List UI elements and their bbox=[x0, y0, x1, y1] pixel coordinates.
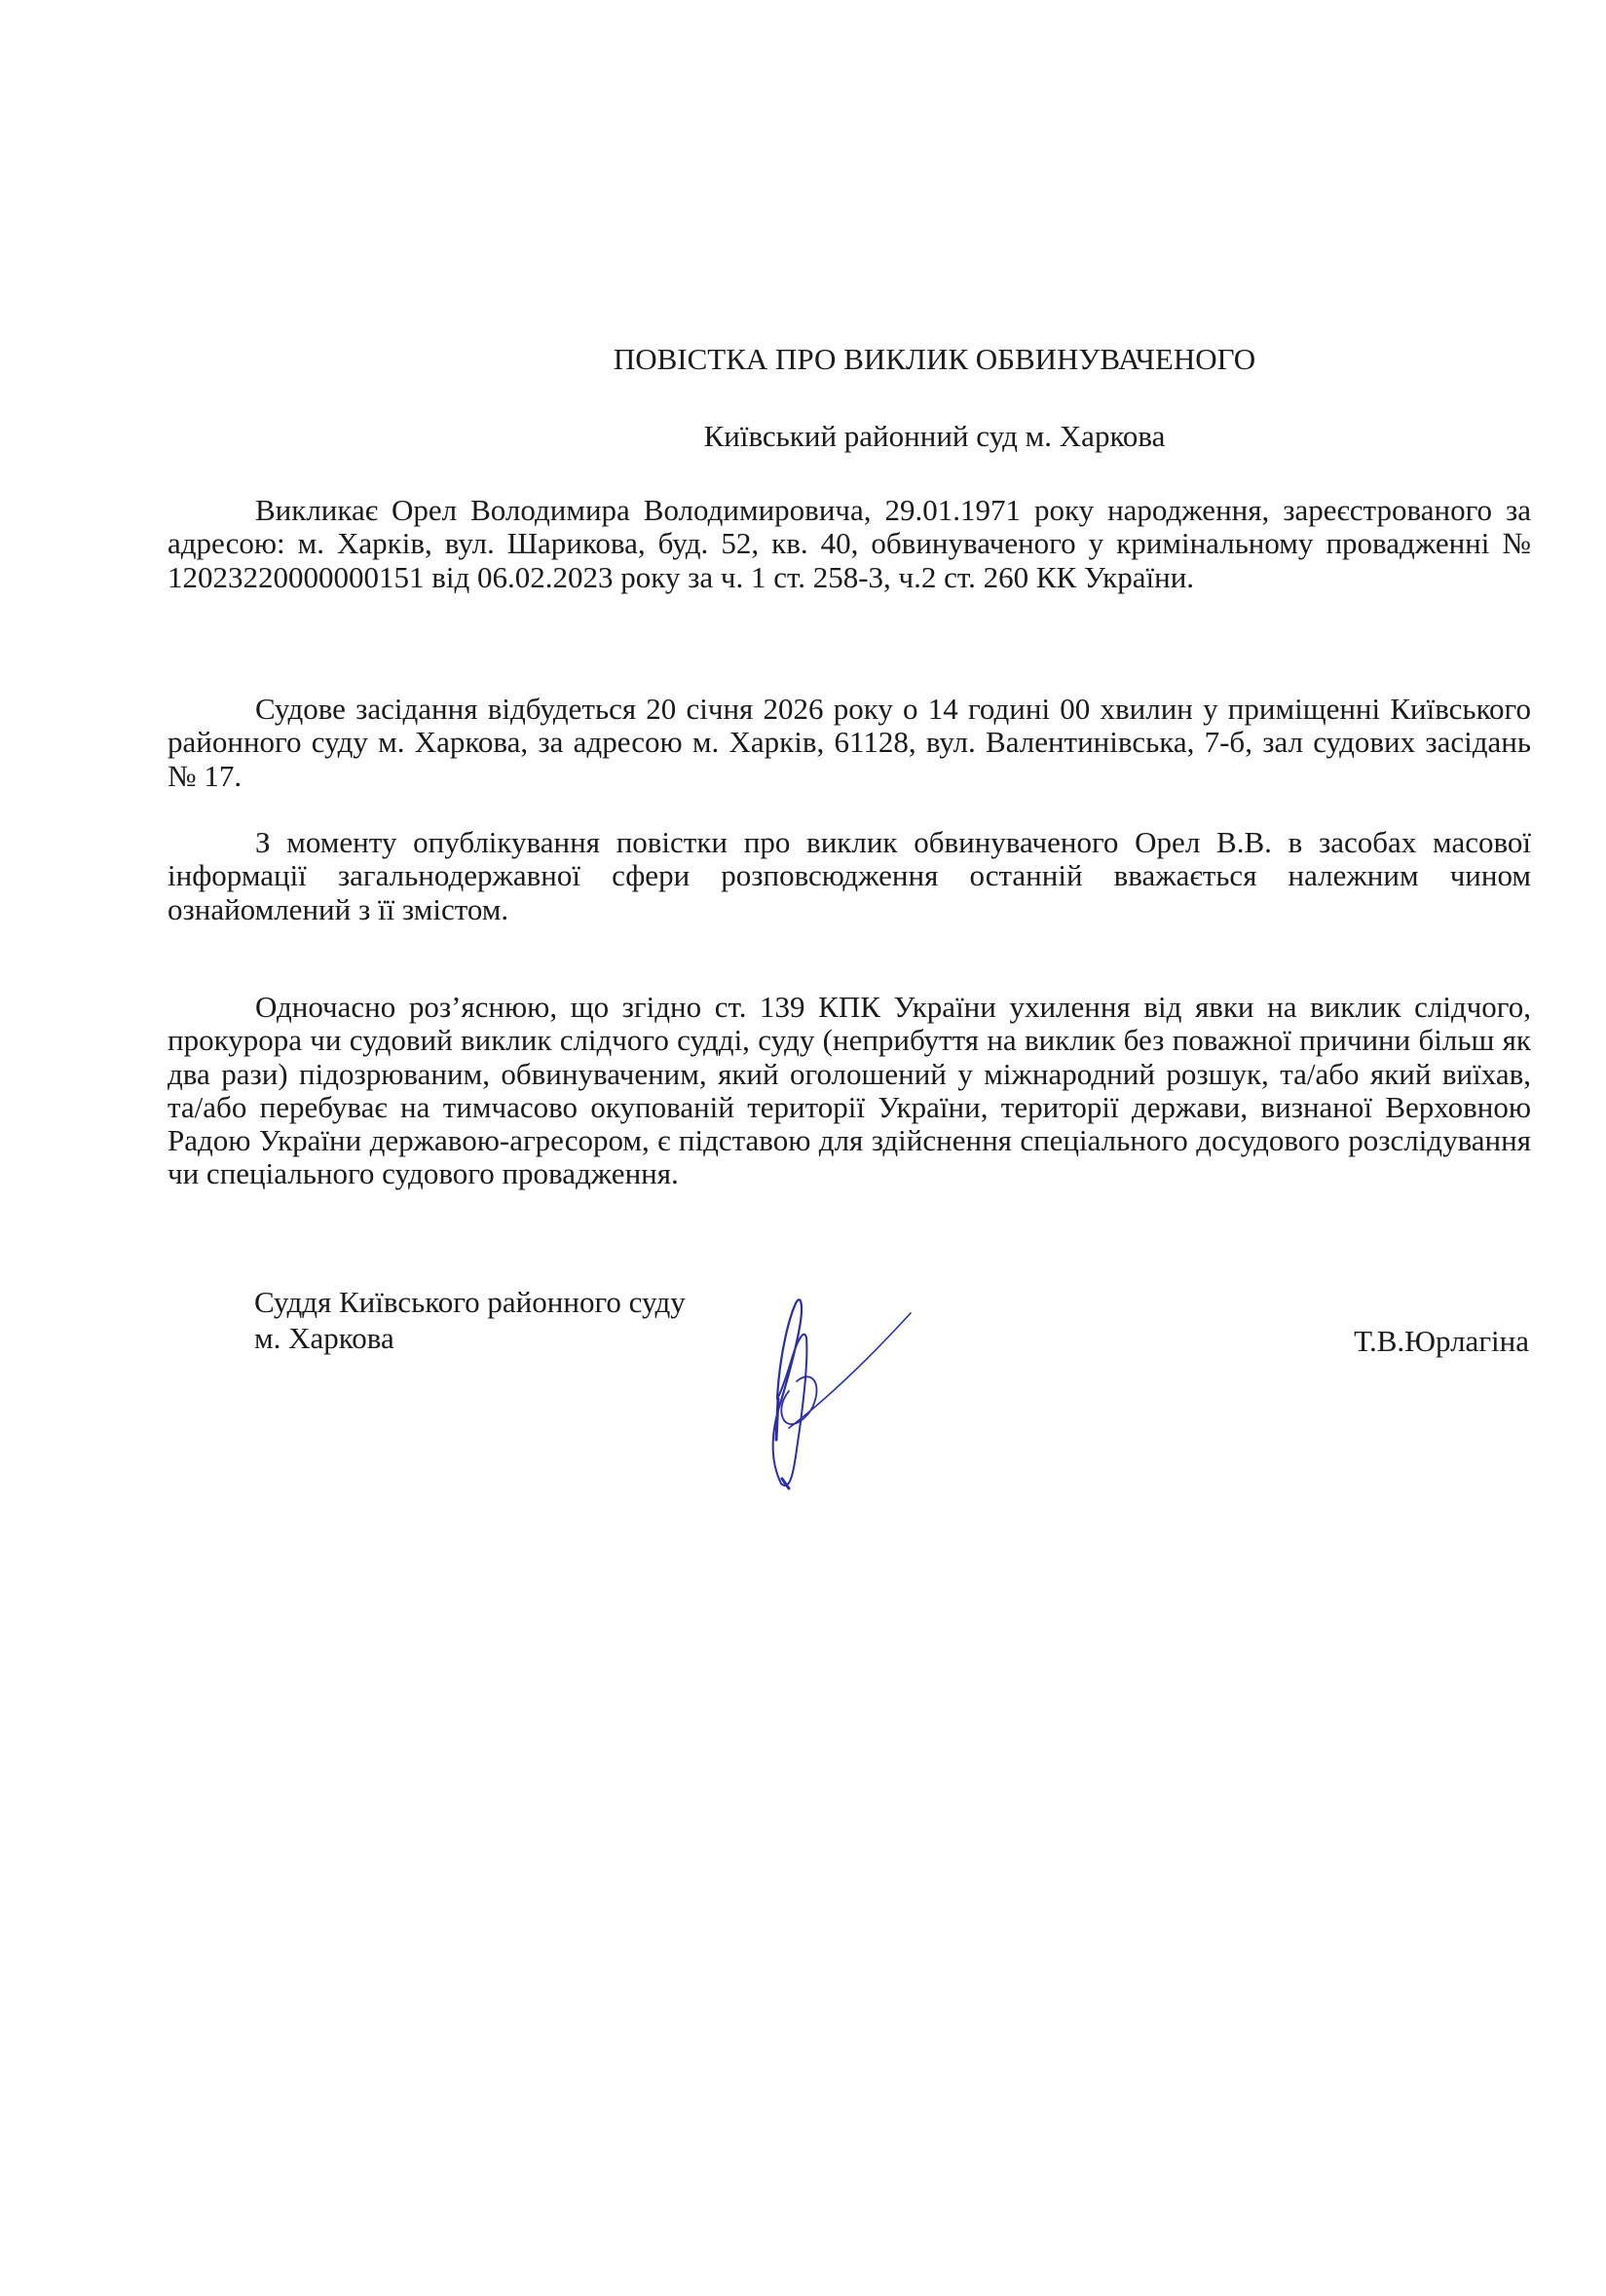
signer-position-line2: м. Харкова bbox=[254, 1321, 394, 1355]
paragraph-legal-explanation: Одночасно роз’яснюю, що згідно ст. 139 КПК України ухилення від явки на виклик слідчого, прокурора чи судовий виклик слідчого судді, суду (неприбуття на виклик без поважної причини більш як два рази) підозрюваним, обвинуваченим, який оголошений у міжнародний розшук, та/або який виїхав, та/або перебуває на тимчасово окупованій території України, території держави, визнаної Верховною Радою України державою-агресором, є підставою для здійснення спеціального досудового розслідування чи спеціального судового провадження. bbox=[168, 990, 1531, 1191]
signer-position-line1: Суддя Київського районного суду bbox=[254, 1285, 686, 1319]
court-name: Київський районний суд м. Харкова bbox=[703, 419, 1166, 453]
paragraph-publication-notice: З моменту опублікування повістки про виклик обвинуваченого Орел В.В. в засобах масової інформації загальнодержавної сфери розповсюдження останній вважається належним чином ознайомлений з її змістом. bbox=[168, 825, 1531, 926]
paragraph-summons: Викликає Орел Володимира Володимировича, 29.01.1971 року народження, зареєстрованого за адресою: м. Харків, вул. Шарикова, буд. 52, кв. 40, обвинуваченого у кримінальному провадженні № 12023220000000151 від 06.02.2023 року за ч. 1 ст. 258-3, ч.2 ст. 260 КК України. bbox=[168, 493, 1531, 594]
paragraph-hearing-details: Судове засідання відбудеться 20 січня 2026 року о 14 годині 00 хвилин у приміщенні Київського районного суду м. Харкова, за адресою м. Харків, 61128, вул. Валентинівська, 7-б, зал судових засідань № 17. bbox=[168, 692, 1531, 793]
signer-name: Т.В.Юрлагіна bbox=[1354, 1324, 1529, 1358]
signer-position bbox=[254, 1284, 686, 1356]
handwritten-signature-icon bbox=[750, 1284, 915, 1493]
document-title: ПОВІСТКА ПРО ВИКЛИК ОБВИНУВАЧЕНОГО bbox=[613, 342, 1256, 376]
